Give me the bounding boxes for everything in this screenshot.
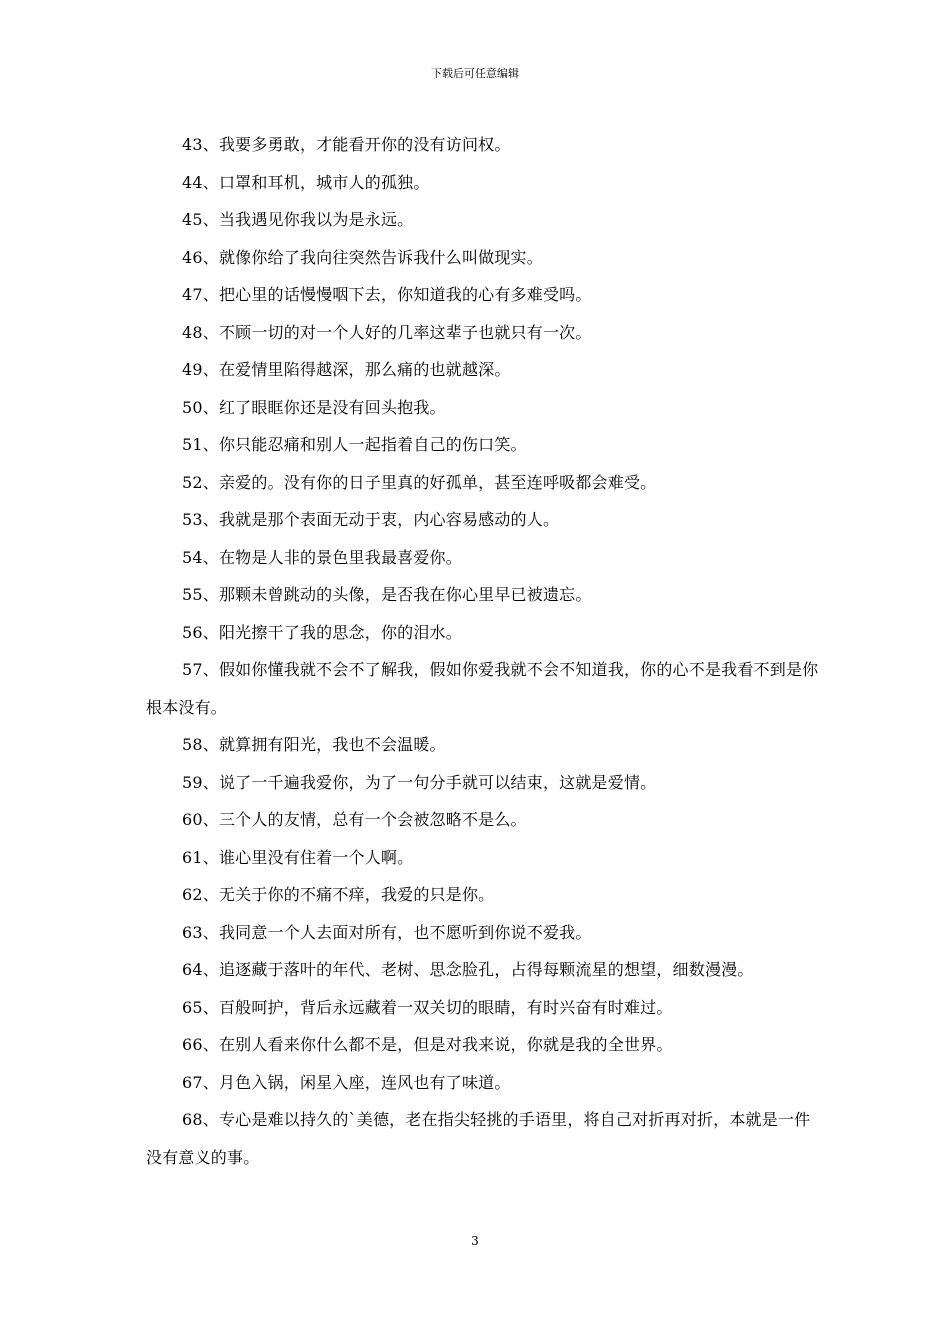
paragraph: 55、那颗未曾跳动的头像，是否我在你心里早已被遗忘。 bbox=[182, 585, 592, 604]
paragraph: 66、在别人看来你什么都不是，但是对我来说，你就是我的全世界。 bbox=[182, 1035, 673, 1054]
page-number: 3 bbox=[471, 1234, 479, 1248]
paragraph: 51、你只能忍痛和别人一起指着自己的伤口笑。 bbox=[182, 435, 527, 454]
paragraph: 50、红了眼眶你还是没有回头抱我。 bbox=[182, 397, 446, 417]
paragraph: 60、三个人的友情，总有一个会被忽略不是么。 bbox=[182, 810, 527, 829]
paragraph: 44、口罩和耳机，城市人的孤独。 bbox=[182, 172, 430, 192]
paragraph: 52、亲爱的。没有你的日子里真的好孤单，甚至连呼吸都会难受。 bbox=[182, 472, 657, 492]
paragraph: 57、假如你懂我就不会不了解我，假如你爱我就不会不知道我，你的心不是我看不到是你根本没有。 bbox=[146, 660, 819, 717]
paragraph: 58、就算拥有阳光，我也不会温暖。 bbox=[182, 735, 446, 754]
paragraph: 45、当我遇见你我以为是永远。 bbox=[182, 210, 414, 229]
paragraph: 59、说了一千遍我爱你，为了一句分手就可以结束，这就是爱情。 bbox=[182, 772, 657, 792]
paragraph: 54、在物是人非的景色里我最喜爱你。 bbox=[182, 547, 462, 567]
paragraph: 61、谁心里没有住着一个人啊。 bbox=[182, 847, 414, 867]
paragraph: 48、不顾一切的对一个人好的几率这辈子也就只有一次。 bbox=[182, 322, 592, 342]
paragraph: 56、阳光擦干了我的思念，你的泪水。 bbox=[182, 622, 462, 642]
paragraph: 64、追逐藏于落叶的年代、老树、思念脸孔，占得每颗流星的想望，细数漫漫。 bbox=[182, 960, 754, 979]
paragraph: 47、把心里的话慢慢咽下去，你知道我的心有多难受吗。 bbox=[182, 285, 592, 304]
page-header: 下载后可任意编辑 bbox=[431, 67, 519, 80]
paragraph: 53、我就是那个表面无动于衷，内心容易感动的人。 bbox=[182, 510, 560, 529]
paragraph: 62、无关于你的不痛不痒，我爱的只是你。 bbox=[182, 885, 495, 904]
paragraph: 49、在爱情里陷得越深，那么痛的也就越深。 bbox=[182, 360, 511, 379]
paragraph: 67、月色入锅，闲星入座，连风也有了味道。 bbox=[182, 1072, 511, 1092]
paragraph: 43、我要多勇敢，才能看开你的没有访问权。 bbox=[182, 135, 511, 154]
document-body bbox=[146, 126, 822, 1176]
paragraph: 63、我同意一个人去面对所有，也不愿听到你说不爱我。 bbox=[182, 922, 592, 942]
paragraph: 68、专心是难以持久的`美德，老在指尖轻挑的手语里，将自己对折再对折，本就是一件没有意义的事。 bbox=[146, 1110, 811, 1167]
paragraph: 65、百般呵护，背后永远藏着一双关切的眼睛，有时兴奋有时难过。 bbox=[182, 997, 673, 1017]
paragraph: 46、就像你给了我向往突然告诉我什么叫做现实。 bbox=[182, 247, 543, 267]
